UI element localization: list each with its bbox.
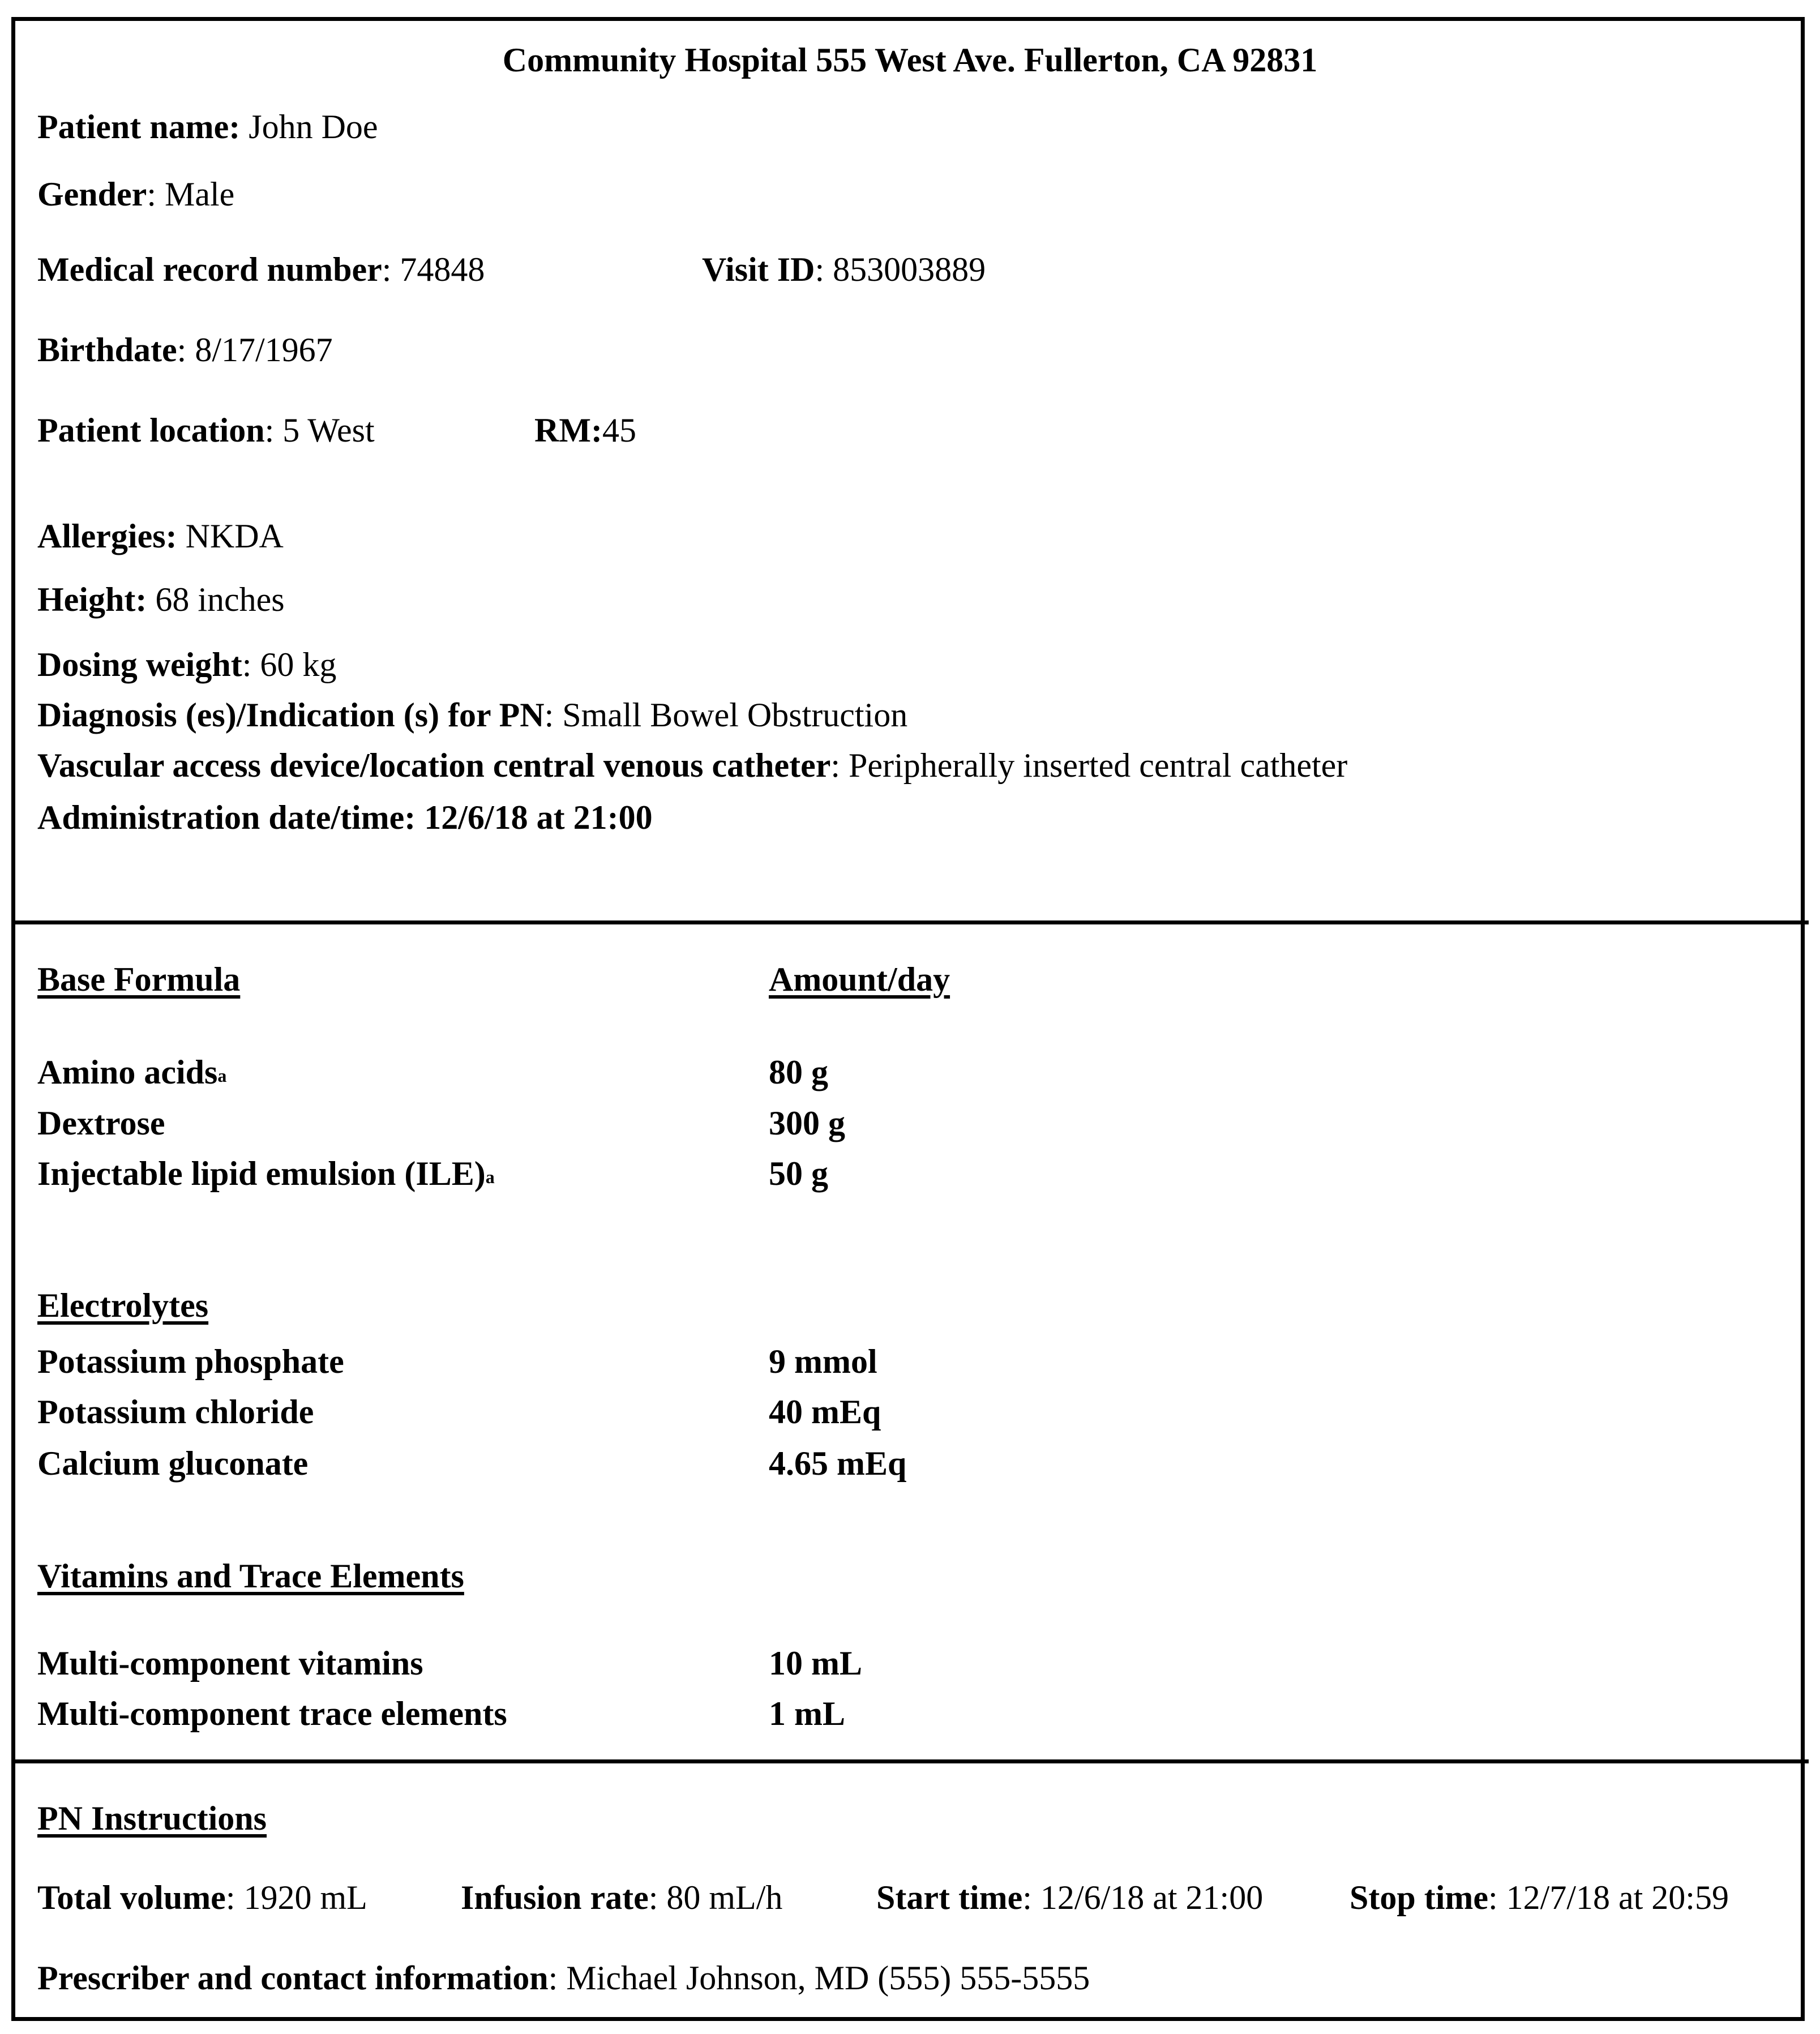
administration-row <box>37 795 653 840</box>
section-divider-2 <box>11 1759 1809 1763</box>
stop-time-label: Stop time <box>1350 1879 1488 1916</box>
item-name: Dextrose <box>37 1104 165 1142</box>
birthdate-value: : 8/17/1967 <box>177 331 333 369</box>
gender-label: Gender <box>37 175 147 213</box>
mrn-label: Medical record number <box>37 251 382 288</box>
infusion-rate-value: : 80 mL/h <box>648 1879 783 1916</box>
ile-amount: 50 g <box>769 1155 828 1192</box>
amino-acids-amount: 80 g <box>769 1054 828 1091</box>
item-name: Injectable lipid emulsion (ILE) <box>37 1155 486 1192</box>
hospital-title: Community Hospital 555 West Ave. Fullerton, CA 92831 <box>502 41 1318 79</box>
visit-id-value: : 853003889 <box>815 251 986 288</box>
administration-label: Administration date/time: 12/6/18 at 21:00 <box>37 799 653 836</box>
height-row <box>37 577 285 622</box>
patient-name-value: John Doe <box>240 108 378 145</box>
potassium-phosphate-amount: 9 mmol <box>769 1343 877 1380</box>
room-value: 45 <box>602 412 636 449</box>
electrolyte-potassium-phosphate: Potassium phosphate <box>37 1343 344 1380</box>
prescriber-label: Prescriber and contact information <box>37 1959 549 1997</box>
total-volume-row <box>37 1875 367 1920</box>
diagnosis-row <box>37 692 907 738</box>
total-volume-label: Total volume <box>37 1879 226 1916</box>
formula-item-amino-acids <box>37 1050 226 1095</box>
location-label: Patient location <box>37 412 265 449</box>
infusion-rate-row <box>461 1875 782 1920</box>
gender-row <box>37 172 234 217</box>
stop-time-row <box>1350 1875 1729 1920</box>
vitamins-header: Vitamins and Trace Elements <box>37 1557 464 1595</box>
vascular-access-label: Vascular access device/location central venous catheter <box>37 747 831 784</box>
vitamin-multi-component-vitamins: Multi-component vitamins <box>37 1645 423 1682</box>
allergies-label: Allergies: <box>37 517 177 555</box>
allergies-row <box>37 513 284 559</box>
potassium-chloride-amount: 40 mEq <box>769 1393 881 1431</box>
birthdate-row <box>37 327 333 372</box>
diagnosis-label: Diagnosis (es)/Indication (s) for PN <box>37 696 545 734</box>
start-time-label: Start time <box>876 1879 1023 1916</box>
dosing-weight-label: Dosing weight <box>37 646 242 683</box>
vascular-access-value: : Peripherally inserted central catheter <box>830 747 1348 784</box>
dosing-weight-row <box>37 642 336 687</box>
birthdate-label: Birthdate <box>37 331 177 369</box>
amount-per-day-header: Amount/day <box>769 961 950 998</box>
multi-component-vitamins-amount: 10 mL <box>769 1645 862 1682</box>
electrolytes-header: Electrolytes <box>37 1287 209 1324</box>
prescriber-row <box>37 1955 1090 2001</box>
footnote-marker: a <box>217 1065 227 1086</box>
stop-time-value: : 12/7/18 at 20:59 <box>1488 1879 1729 1916</box>
room-row <box>534 408 636 453</box>
section-divider-1 <box>11 920 1809 924</box>
mrn-row <box>37 247 485 292</box>
base-formula-header: Base Formula <box>37 961 241 998</box>
formula-item-ile <box>37 1151 495 1196</box>
infusion-rate-label: Infusion rate <box>461 1879 649 1916</box>
visit-id-row <box>702 247 986 292</box>
start-time-value: : 12/6/18 at 21:00 <box>1022 1879 1264 1916</box>
multi-component-trace-amount: 1 mL <box>769 1695 845 1732</box>
patient-name-row <box>37 104 378 149</box>
allergies-value: NKDA <box>177 517 284 555</box>
height-value: 68 inches <box>147 581 285 618</box>
pn-instructions-header: PN Instructions <box>37 1800 267 1837</box>
vascular-access-row <box>37 743 1347 788</box>
item-name: Amino acids <box>37 1054 218 1091</box>
electrolyte-potassium-chloride: Potassium chloride <box>37 1393 314 1431</box>
visit-id-label: Visit ID <box>702 251 815 288</box>
patient-name-label: Patient name: <box>37 108 241 145</box>
gender-value: : Male <box>147 175 235 213</box>
height-label: Height: <box>37 581 147 618</box>
vitamin-multi-component-trace: Multi-component trace elements <box>37 1695 507 1732</box>
location-value: : 5 West <box>264 412 375 449</box>
total-volume-value: : 1920 mL <box>225 1879 367 1916</box>
location-row <box>37 408 375 453</box>
prescriber-value: : Michael Johnson, MD (555) 555-5555 <box>548 1959 1090 1997</box>
dosing-weight-value: : 60 kg <box>242 646 337 683</box>
calcium-gluconate-amount: 4.65 mEq <box>769 1445 907 1482</box>
mrn-value: : 74848 <box>382 251 485 288</box>
start-time-row <box>876 1875 1263 1920</box>
room-label: RM: <box>534 412 602 449</box>
footnote-marker: a <box>485 1167 495 1187</box>
electrolyte-calcium-gluconate: Calcium gluconate <box>37 1445 309 1482</box>
dextrose-amount: 300 g <box>769 1104 845 1142</box>
formula-item-dextrose <box>37 1100 165 1146</box>
diagnosis-value: : Small Bowel Obstruction <box>544 696 908 734</box>
